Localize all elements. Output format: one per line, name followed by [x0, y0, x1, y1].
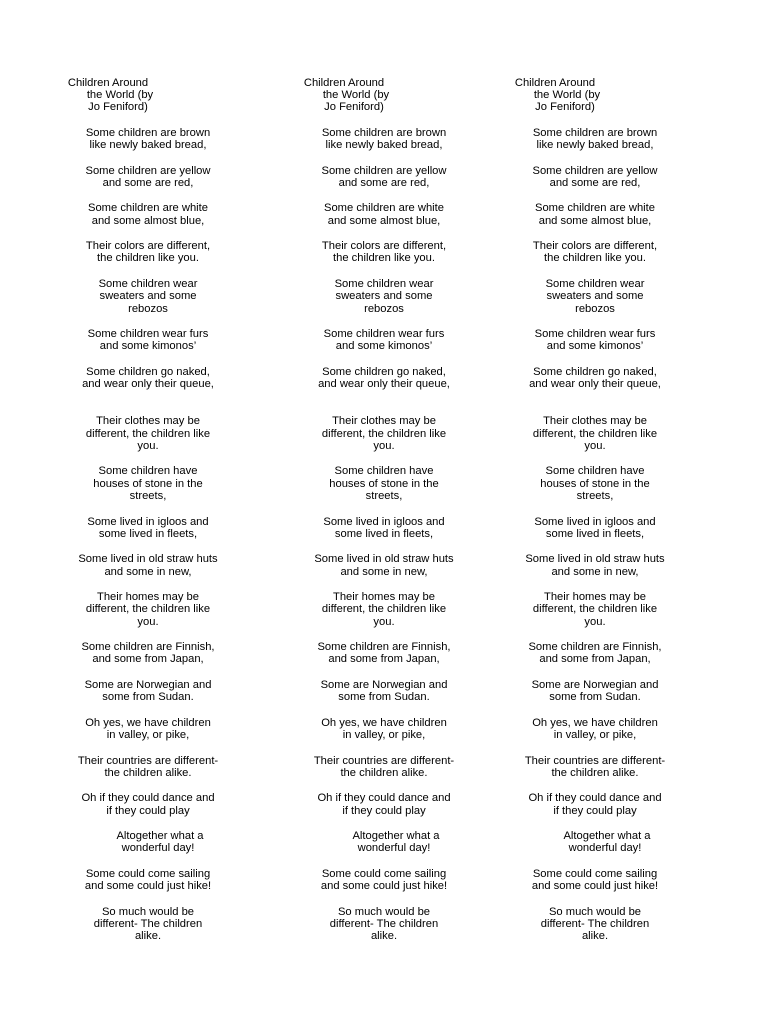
- poem-stanza: [289, 366, 479, 391]
- poem-stanza: [289, 202, 479, 227]
- stanza-line: houses of stone in the: [93, 477, 203, 490]
- poem-title: [289, 77, 479, 114]
- stanza-line: Some children wear: [98, 277, 198, 290]
- stanza-line: Their colors are different,: [532, 240, 658, 253]
- poem-stanza: [53, 830, 243, 855]
- stanza-line: alike.: [134, 930, 162, 943]
- poem-stanza: [53, 465, 243, 502]
- stanza-line: Their homes may be: [544, 591, 646, 604]
- poem-stanza: [289, 755, 479, 780]
- poem-stanza: [500, 127, 690, 152]
- poem-stanza: [53, 516, 243, 541]
- stanza-line: the children like you.: [544, 252, 646, 265]
- poem-stanza: [53, 792, 243, 817]
- poem-stanza: [500, 591, 690, 628]
- poem-column-1: [53, 77, 243, 943]
- stanza-line: Oh yes, we have children: [85, 716, 211, 729]
- stanza-line: in valley, or pike,: [342, 729, 426, 742]
- poem-stanza: [500, 717, 690, 742]
- stanza-line: Some children have: [545, 465, 645, 478]
- poem-stanza: [500, 906, 690, 943]
- stanza-line: the children alike.: [551, 766, 639, 779]
- title-line: Jo Feniford): [324, 101, 384, 114]
- stanza-line: Some children wear furs: [323, 328, 445, 340]
- poem-stanza: [289, 415, 479, 452]
- poem-stanza: [53, 366, 243, 391]
- poem-stanza: [500, 240, 690, 265]
- stanza-line: you.: [137, 439, 159, 452]
- poem-stanza: [500, 641, 690, 666]
- poem-stanza: [289, 465, 479, 502]
- poem-stanza: [53, 278, 243, 315]
- stanza-line: Some children wear furs: [87, 328, 209, 340]
- stanza-line: Some could come sailing: [85, 867, 211, 880]
- stanza-line: Their clothes may be: [96, 415, 200, 428]
- stanza-line: if they could play: [106, 804, 190, 817]
- stanza-line: like newly baked bread,: [325, 139, 443, 152]
- poem-stanza: [53, 240, 243, 265]
- stanza-line: different, the children like: [532, 427, 658, 440]
- stanza-line: and some could just hike!: [84, 880, 212, 893]
- stanza-line: and some in new,: [104, 565, 192, 578]
- stanza-line: houses of stone in the: [329, 477, 439, 490]
- stanza-line: and some from Japan,: [92, 653, 204, 666]
- stanza-line: Some children have: [334, 465, 434, 478]
- poem-stanza: [500, 465, 690, 502]
- stanza-line: streets,: [365, 490, 403, 503]
- stanza-line: like newly baked bread,: [89, 139, 207, 152]
- stanza-line: Some could come sailing: [321, 867, 447, 880]
- poem-stanza: [53, 415, 243, 452]
- poem-stanza: [289, 553, 479, 578]
- stanza-line: Some children are white: [87, 202, 208, 215]
- poem-stanza: [53, 717, 243, 742]
- stanza-line: different- The children: [93, 917, 203, 930]
- stanza-line: Some children go naked,: [533, 365, 657, 378]
- stanza-line: and some in new,: [340, 565, 428, 578]
- poem-stanza: [289, 516, 479, 541]
- poem-stanza: [289, 641, 479, 666]
- stanza-line: Some children have: [98, 465, 198, 478]
- stanza-line: some lived in fleets,: [545, 527, 645, 540]
- stanza-line: Oh if they could dance and: [81, 792, 215, 805]
- stanza-line: Some lived in old straw huts: [78, 553, 218, 566]
- stanza-line: Their countries are different-: [77, 754, 219, 767]
- stanza-line: different- The children: [540, 917, 650, 930]
- stanza-line: different, the children like: [532, 603, 658, 616]
- poem-stanza: [53, 679, 243, 704]
- poem-stanza: [53, 553, 243, 578]
- stanza-line: the children alike.: [340, 766, 428, 779]
- poem-stanza: [500, 830, 690, 855]
- stanza-line: Some children are yellow: [321, 164, 447, 177]
- stanza-line: Oh yes, we have children: [532, 716, 658, 729]
- stanza-line: alike.: [370, 930, 398, 943]
- poem-stanza: [53, 202, 243, 227]
- poem-title: [500, 77, 690, 114]
- stanza-line: different, the children like: [321, 427, 447, 440]
- stanza-line: and some are red,: [102, 176, 194, 189]
- poem-stanza: [53, 127, 243, 152]
- stanza-line: Some children are yellow: [532, 164, 658, 177]
- stanza-line: Some children wear furs: [534, 328, 656, 340]
- poem-stanza: [289, 830, 479, 855]
- stanza-line: So much would be: [548, 905, 642, 918]
- stanza-line: rebozos: [575, 302, 615, 315]
- stanza-line: if they could play: [553, 804, 637, 817]
- title-line: the World (by: [322, 89, 390, 102]
- stanza-line: and some kimonos’: [546, 340, 644, 353]
- poem-stanza: [53, 868, 243, 893]
- stanza-line: you.: [584, 615, 606, 628]
- poem-stanza: [289, 127, 479, 152]
- stanza-line: different, the children like: [85, 603, 211, 616]
- stanza-line: different, the children like: [85, 427, 211, 440]
- stanza-line: Some children wear: [334, 277, 434, 290]
- stanza-line: you.: [584, 439, 606, 452]
- poem-stanza: [53, 755, 243, 780]
- stanza-line: Some children are white: [323, 202, 444, 215]
- stanza-line: and some kimonos’: [99, 340, 197, 353]
- poem-stanza: [500, 792, 690, 817]
- stanza-line: the children alike.: [104, 766, 192, 779]
- stanza-line: Their homes may be: [97, 591, 199, 604]
- poem-column-3: [500, 77, 690, 943]
- stanza-line: Some children are Finnish,: [81, 641, 215, 654]
- poem-stanza: [53, 165, 243, 190]
- title-line: Jo Feniford): [535, 101, 595, 114]
- stanza-line: the children like you.: [97, 252, 199, 265]
- poem-stanza: [289, 906, 479, 943]
- stanza-line: and some almost blue,: [327, 214, 441, 227]
- stanza-line: some from Sudan.: [549, 691, 641, 704]
- stanza-line: some from Sudan.: [338, 691, 430, 704]
- stanza-line: you.: [137, 615, 159, 628]
- stanza-line: Some are Norwegian and: [531, 678, 659, 691]
- poem-stanza: [289, 328, 479, 353]
- stanza-line: and some in new,: [551, 565, 639, 578]
- poem-stanza: [289, 165, 479, 190]
- stanza-line: Some children are white: [534, 202, 655, 215]
- stanza-line: if they could play: [342, 804, 426, 817]
- stanza-line: Some children are brown: [85, 126, 211, 139]
- stanza-line: and wear only their queue,: [529, 378, 661, 391]
- stanza-line: Some children go naked,: [86, 365, 210, 378]
- stanza-line: Some children are yellow: [85, 164, 211, 177]
- title-line: the World (by: [86, 89, 154, 102]
- poem-stanza: [289, 679, 479, 704]
- stanza-line: some lived in fleets,: [98, 527, 198, 540]
- stanza-line: Some are Norwegian and: [320, 678, 448, 691]
- stanza-line: different- The children: [329, 917, 439, 930]
- poem-stanza: [500, 366, 690, 391]
- stanza-line: and some could just hike!: [531, 880, 659, 893]
- stanza-line: Some children are Finnish,: [317, 641, 451, 654]
- stanza-line: rebozos: [128, 302, 168, 315]
- stanza-line: in valley, or pike,: [106, 729, 190, 742]
- stanza-line: Some children are Finnish,: [528, 641, 662, 654]
- stanza-line: some from Sudan.: [102, 691, 194, 704]
- stanza-line: and some are red,: [338, 176, 430, 189]
- stanza-line: Some lived in igloos and: [323, 515, 445, 528]
- stanza-line: Some lived in igloos and: [87, 515, 209, 528]
- poem-title: [53, 77, 243, 114]
- poem-column-2: [289, 77, 479, 943]
- poem-stanza: [289, 717, 479, 742]
- stanza-line: and wear only their queue,: [82, 378, 214, 391]
- stanza-line: Some children wear: [545, 277, 645, 290]
- poem-stanza: [289, 278, 479, 315]
- stanza-line: alike.: [581, 930, 609, 943]
- stanza-line: Their colors are different,: [85, 240, 211, 253]
- poem-stanza: [289, 792, 479, 817]
- poem-stanza: [289, 240, 479, 265]
- stanza-line: Their countries are different-: [313, 754, 455, 767]
- stanza-line: sweaters and some: [335, 290, 433, 303]
- poem-stanza: [500, 679, 690, 704]
- stanza-line: Their colors are different,: [321, 240, 447, 253]
- poem-stanza: [53, 906, 243, 943]
- stanza-line: Their countries are different-: [524, 754, 666, 767]
- stanza-line: Some lived in igloos and: [534, 515, 656, 528]
- stanza-line: wonderful day!: [121, 842, 195, 855]
- stanza-line: Altogether what a: [563, 830, 651, 843]
- stanza-line: in valley, or pike,: [553, 729, 637, 742]
- stanza-line: Some children go naked,: [322, 365, 446, 378]
- poem-stanza: [53, 641, 243, 666]
- stanza-line: wonderful day!: [357, 842, 431, 855]
- stanza-line: you.: [373, 439, 395, 452]
- title-line: Children Around: [303, 77, 385, 89]
- stanza-line: and some kimonos’: [335, 340, 433, 353]
- title-line: the World (by: [533, 89, 601, 102]
- stanza-line: So much would be: [101, 905, 195, 918]
- stanza-line: rebozos: [364, 302, 404, 315]
- title-line: Children Around: [514, 77, 596, 89]
- stanza-line: So much would be: [337, 905, 431, 918]
- poem-stanza: [289, 868, 479, 893]
- stanza-line: Some lived in old straw huts: [314, 553, 454, 566]
- stanza-line: the children like you.: [333, 252, 435, 265]
- stanza-line: different, the children like: [321, 603, 447, 616]
- poem-stanza: [500, 165, 690, 190]
- stanza-line: Some children are brown: [321, 126, 447, 139]
- stanza-line: Oh if they could dance and: [528, 792, 662, 805]
- stanza-line: Their clothes may be: [332, 415, 436, 428]
- stanza-line: streets,: [576, 490, 614, 503]
- stanza-line: Altogether what a: [116, 830, 204, 843]
- stanza-line: and some are red,: [549, 176, 641, 189]
- stanza-line: and some from Japan,: [539, 653, 651, 666]
- title-line: Children Around: [67, 77, 149, 89]
- poem-stanza: [289, 591, 479, 628]
- poem-stanza: [500, 328, 690, 353]
- stanza-line: like newly baked bread,: [536, 139, 654, 152]
- stanza-line: Oh if they could dance and: [317, 792, 451, 805]
- stanza-line: sweaters and some: [99, 290, 197, 303]
- poem-stanza: [500, 278, 690, 315]
- stanza-line: Altogether what a: [352, 830, 440, 843]
- stanza-line: streets,: [129, 490, 167, 503]
- stanza-line: sweaters and some: [546, 290, 644, 303]
- stanza-line: Their clothes may be: [543, 415, 647, 428]
- poem-stanza: [500, 755, 690, 780]
- poem-stanza: [53, 591, 243, 628]
- stanza-line: Some lived in old straw huts: [525, 553, 665, 566]
- stanza-line: Their homes may be: [333, 591, 435, 604]
- poem-stanza: [500, 202, 690, 227]
- stanza-line: some lived in fleets,: [334, 527, 434, 540]
- stanza-line: wonderful day!: [568, 842, 642, 855]
- poem-stanza: [53, 328, 243, 353]
- stanza-line: Some could come sailing: [532, 867, 658, 880]
- stanza-line: and some almost blue,: [91, 214, 205, 227]
- stanza-line: Some are Norwegian and: [84, 678, 212, 691]
- poem-stanza: [500, 415, 690, 452]
- stanza-line: houses of stone in the: [540, 477, 650, 490]
- stanza-line: and some from Japan,: [328, 653, 440, 666]
- poem-stanza: [500, 868, 690, 893]
- poem-stanza: [500, 553, 690, 578]
- stanza-line: and some could just hike!: [320, 880, 448, 893]
- stanza-line: you.: [373, 615, 395, 628]
- title-line: Jo Feniford): [88, 101, 148, 114]
- stanza-line: and some almost blue,: [538, 214, 652, 227]
- stanza-line: Some children are brown: [532, 126, 658, 139]
- stanza-line: and wear only their queue,: [318, 378, 450, 391]
- stanza-line: Oh yes, we have children: [321, 716, 447, 729]
- poem-stanza: [500, 516, 690, 541]
